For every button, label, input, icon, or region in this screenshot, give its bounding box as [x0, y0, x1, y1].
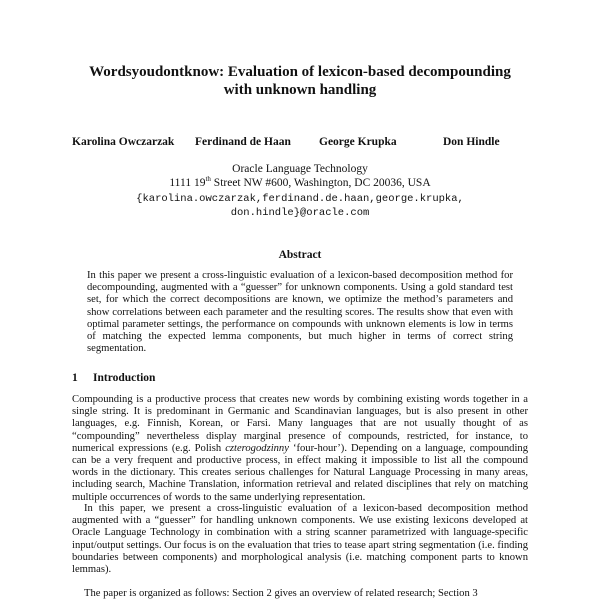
address-prefix: 1111 19	[169, 177, 206, 189]
affiliation-organization: Oracle Language Technology	[232, 163, 368, 175]
section-heading	[72, 372, 155, 384]
address-superscript: th	[205, 175, 211, 184]
author-name: George Krupka	[319, 136, 397, 148]
polish-example: czterogodzinny	[225, 442, 289, 454]
paragraph-text: Compounding is a productive process that creates new words by combining existing words together in a single string. It is predominant in Germanic and Scandinavian languages, but is also present in other languages, e.g. Finnish, Korean, or Farsi. Many languages that are not usually thought of as “compounding” nevertheless display marginal presence of compounds, restricted, for instance, to numerical expressions (e.g. Polish	[72, 394, 528, 454]
title-line-2: with unknown handling	[223, 82, 377, 98]
paper-title	[60, 63, 540, 99]
section-number: 1	[72, 372, 78, 384]
emails-line-2: don.hindle}@oracle.com	[230, 207, 370, 219]
title-line-1: Wordsyoudontknow: Evaluation of lexicon-based decompounding	[89, 64, 511, 80]
emails-line-1: {karolina.owczarzak,ferdinand.de.haan,george.krupka,	[136, 193, 464, 205]
section-title: Introduction	[93, 372, 156, 384]
intro-paragraph-3: The paper is organized as follows: Section 2 gives an overview of related research; Section 3	[84, 588, 478, 599]
address-suffix: Street NW #600, Washington, DC 20036, USA	[210, 177, 431, 189]
author-list	[0, 136, 600, 152]
author-name: Ferdinand de Haan	[195, 136, 291, 148]
paragraph-text: ‘four-hour’). Depending on a language, compounding can be a very frequent and productive process, in effect making it impossible to list all the compound words in the dictionary. This creates serious challenges for Natural Language Processing in many areas, including search, Machine Translation, information retrieval and related disciplines that rely on matching multiple occurrences of words to the same underlying representation.	[72, 442, 528, 503]
author-emails	[90, 192, 510, 220]
intro-paragraph-2: In this paper, we present a cross-linguistic evaluation of a lexicon-based decomposition method augmented with a “guesser” for handling unknown components. We use existing lexicons developed at Oracle Language Technology in combination with a string scanner parametrized with language-specific input/output settings. Our focus is on the evaluation that tries to tease apart string segmentation (i.e. finding boundaries between components) and morphological analysis (i.e. matching component parts to known lemmas).	[72, 503, 528, 576]
affiliation-address	[100, 176, 500, 190]
author-name: Karolina Owczarzak	[72, 136, 175, 148]
abstract-heading: Abstract	[278, 249, 322, 261]
abstract-text: In this paper we present a cross-linguistic evaluation of a lexicon-based decomposition method for decompounding, augmented with a “guesser” for unknown components. Using a gold standard test set, for which the correct decompositions are known, we optimize the method’s parameters and show correlations between each parameter and the resulting scores. The results show that even with optimal parameter settings, the performance on compounds with unknown elements is low in terms of matching the expected lemma components, but much higher in terms of correct string segmentation.	[87, 270, 513, 355]
author-name: Don Hindle	[443, 136, 500, 148]
intro-paragraph-1	[72, 394, 528, 504]
